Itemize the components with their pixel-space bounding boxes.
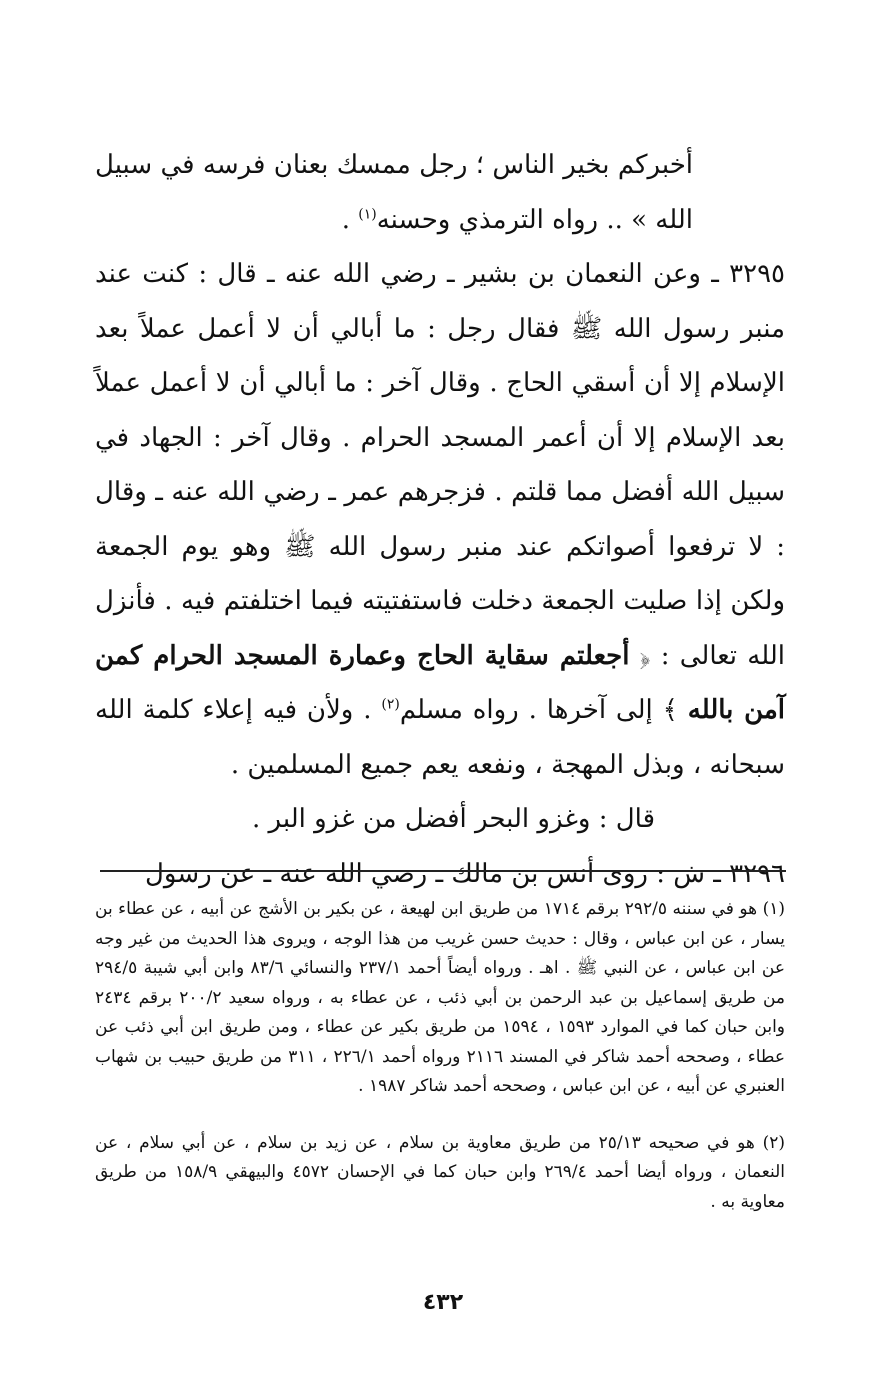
page-number: ٤٣٢ — [422, 1290, 464, 1315]
footnote-divider — [100, 870, 786, 872]
quran-text: أجعلتم سقاية الحاج وعمارة المسجد الحرام كمن آمن بالله — [95, 640, 786, 725]
quran-open-bracket: ﴿ — [629, 640, 651, 671]
text-fragment: . — [341, 204, 359, 235]
main-text — [95, 138, 785, 901]
text-line: الله » .. رواه الترمذي وحسنه — [376, 204, 693, 235]
hadith-text: وعن النعمان بن بشير ـ رضي الله عنه ـ قال : كنت عند منبر رسول الله ﷺ فقال رجل : ما أبالي أن لا أعمل عملاً بعد الإسلام إلا أن أسقي الحاج . وقال آخر : ما أبالي أن لا أعمل عملاً بعد الإسلام إلا أن أعمر المسجد الحرام . وقال آخر : الجهاد في سبيل الله أفضل مما قلتم . فزجرهم عمر ـ رضي الله عنه ـ وقال : لا ترفعوا أصواتكم عند منبر رسول الله ﷺ وهو يوم الجمعة ولكن إذا صليت الجمعة دخلت فاستفتيته فيما اختلفتم فيه . فأنزل الله تعالى : — [95, 259, 785, 671]
footnotes — [95, 895, 785, 1244]
hadith-3295 — [95, 247, 785, 792]
text-line: أخبركم بخير الناس ؛ رجل ممسك بعنان فرسه في سبيل — [95, 150, 693, 180]
hadith-3296-start: ٣٢٩٦ ـ ش : روى أنس بن مالك ـ رضي الله عنه ـ عن رسول — [145, 858, 785, 889]
quran-close-bracket: ﴾ — [662, 695, 688, 725]
paragraph-continuation — [95, 138, 785, 247]
footnote-ref: (١) — [358, 205, 377, 222]
matn-line: قال : وغزو البحر أفضل من غزو البر . — [252, 804, 655, 834]
hadith-text-tail: . ولأن فيه إعلاء كلمة الله سبحانه ، وبذل المهجة ، ونفعه يعم جميع المسلمين . — [95, 695, 785, 780]
footnote-1: (١) هو في سننه ٢٩٢/٥ برقم ١٧١٤ من طريق ابن لهيعة ، عن بكير بن الأشج عن أبيه ، عن عطاء بن يسار ، عن ابن عباس ، وقال : حديث حسن غريب من هذا الوجه ، ويروى هذا الحديث من غير وجه عن ابن عباس ، عن النبي ﷺ . اهـ . ورواه أيضاً أحمد ٢٣٧/١ والنسائي ٨٣/٦ وابن أبي شيبة ٢٩٤/٥ من طريق إسماعيل بن عبد الرحمن بن أبي ذئب ، عن عطاء به ، ورواه سعيد ٢٠٠/٢ برقم ٢٤٣٤ وابن حبان كما في الموارد ١٥٩٣ ، ١٥٩٤ من طريق بكير عن عطاء ، ومن طريق ابن أبي ذئب عن عطاء ، وصححه أحمد شاكر في المسند ٢١١٦ ورواه أحمد ٢٢٦/١ ، ٣١١ من طريق حبيب بن شهاب العنبري عن أبيه ، عن ابن عباس ، وصححه أحمد شاكر ١٩٨٧ . — [95, 899, 786, 1096]
footnote-2: (٢) هو في صحيحه ٢٥/١٣ من طريق معاوية بن سلام ، عن زيد بن سلام ، عن أبي سلام ، عن النعمان ، ورواه أيضا أحمد ٢٦٩/٤ وابن حبان كما في الإحسان ٤٥٧٢ والبيهقي ١٥٨/٩ من طريق معاوية به . — [95, 1132, 785, 1212]
hadith-number: ٣٢٩٥ ـ — [700, 259, 785, 289]
footnote-ref: (٢) — [381, 696, 400, 713]
hadith-text-after: إلى آخرها . رواه مسلم — [399, 695, 663, 725]
